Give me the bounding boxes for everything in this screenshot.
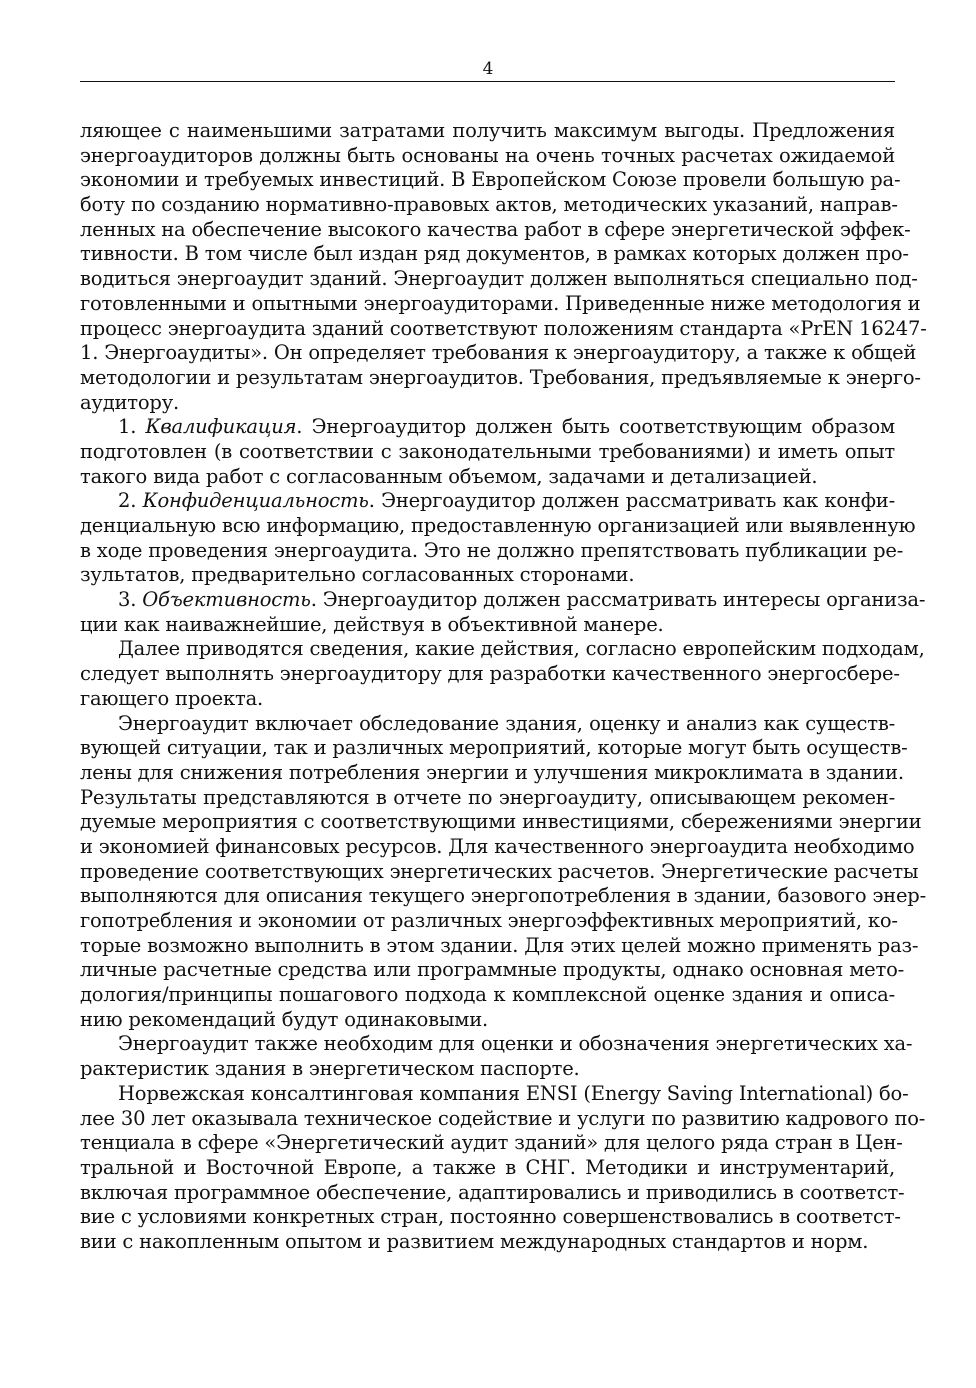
text-line: 1. Энергоаудиты». Он определяет требования к энергоаудитору, а также к общей bbox=[80, 341, 917, 365]
text-line: дология/принципы пошагового подхода к комплексной оценке здания и описа- bbox=[80, 983, 895, 1007]
text-line: тральной и Восточной Европе, а также в СНГ. Методики и инструментарий, bbox=[80, 1155, 895, 1179]
text-line bbox=[80, 489, 895, 514]
paragraph bbox=[80, 1081, 926, 1255]
paragraph bbox=[80, 637, 925, 711]
text-line: ленных на обеспечение высокого качества работ в сфере энергетической эффек- bbox=[80, 217, 911, 241]
line-text: . Энергоаудитор должен рассматривать интересы организа- bbox=[310, 588, 926, 612]
text-line: выполняются для описания текущего энергопотребления в здании, базового энер- bbox=[80, 884, 926, 908]
text-line: тенциала в сфере «Энергетический аудит зданий» для целого ряда стран в Цен- bbox=[80, 1131, 903, 1155]
text-line: следует выполнять энергоаудитору для разработки качественного энергосбере- bbox=[80, 662, 900, 686]
text-line: водиться энергоаудит зданий. Энергоаудит должен выполняться специально под- bbox=[80, 267, 918, 291]
text-line: лее 30 лет оказывала техническое содействие и услуги по развитию кадрового по- bbox=[80, 1106, 926, 1130]
text-line: ляющее с наименьшими затратами получить максимум выгоды. Предложения bbox=[80, 119, 895, 142]
text-line: торые возможно выполнить в этом здании. Для этих целей можно применять раз- bbox=[80, 933, 919, 957]
text-line: процесс энергоаудита зданий соответствуют положениям стандарта «PrEN 16247- bbox=[80, 316, 927, 340]
text-line: подготовлен (в соответствии с законодательными требованиями) и иметь опыт bbox=[80, 439, 895, 463]
list-number: 2. bbox=[118, 489, 143, 513]
paragraph bbox=[80, 1032, 913, 1081]
text-line: боту по созданию нормативно-правовых актов, методических указаний, направ- bbox=[80, 193, 898, 217]
text-line: энергоаудиторов должны быть основаны на очень точных расчетах ожидаемой bbox=[80, 143, 895, 167]
header-rule bbox=[80, 81, 895, 82]
list-number: 3. bbox=[118, 588, 143, 612]
text-line: аудитору. bbox=[80, 390, 179, 414]
text-line: в ходе проведения энергоаудита. Это не должно препятствовать публикации ре- bbox=[80, 538, 904, 562]
text-line: вие с условиями конкретных стран, постоянно совершенствовались в соответст- bbox=[80, 1205, 901, 1229]
text-line: личные расчетные средства или программные продукты, однако основная мето- bbox=[80, 958, 905, 982]
text-line: Энергоаудит также необходим для оценки и обозначения энергетических ха- bbox=[118, 1032, 913, 1056]
text-line: вии с накопленным опытом и развитием международных стандартов и норм. bbox=[80, 1229, 869, 1253]
text-line: экономии и требуемых инвестиций. В Европейском Союзе провели большую ра- bbox=[80, 168, 901, 192]
text-line: гопотребления и экономии от различных энергоэффективных мероприятий, ко- bbox=[80, 909, 898, 932]
text-line: проведение соответствующих энергетических расчетов. Энергетические расчеты bbox=[80, 859, 919, 883]
text-line: дуемые мероприятия с соответствующими инвестициями, сбережениями энергии bbox=[80, 810, 922, 834]
text-line: вующей ситуации, так и различных мероприятий, которые могут быть осуществ- bbox=[80, 736, 908, 760]
paragraph bbox=[80, 119, 927, 415]
page-number: 4 bbox=[482, 59, 494, 79]
text-line: тивности. В том числе был издан ряд документов, в рамках которых должен про- bbox=[80, 242, 909, 266]
line-text: . Энергоаудитор должен быть соответствующим образом bbox=[296, 415, 895, 439]
text-line: включая программное обеспечение, адаптировались и приводились в соответст- bbox=[80, 1180, 905, 1204]
body-text bbox=[80, 119, 927, 1255]
term-italic: Конфиденциальность bbox=[142, 489, 369, 513]
text-line: рактеристик здания в энергетическом паспорте. bbox=[80, 1057, 580, 1081]
paragraph bbox=[80, 489, 916, 588]
text-line: гающего проекта. bbox=[80, 686, 264, 710]
text-line: нию рекомендаций будут одинаковыми. bbox=[80, 1007, 489, 1031]
text-line: готовленными и опытными энергоаудиторами. Приведенные ниже методология и bbox=[80, 291, 921, 315]
text-line: денциальную всю информацию, предоставленную организацией или выявленную bbox=[80, 514, 916, 537]
text-line: Норвежская консалтинговая компания ENSI (Energy Saving International) бо- bbox=[118, 1081, 909, 1105]
list-number: 1. bbox=[118, 415, 146, 439]
term-italic: Объективность bbox=[142, 588, 311, 612]
text-line: ции как наиважнейшие, действуя в объективной манере. bbox=[80, 612, 664, 636]
text-line: Результаты представляются в отчете по энергоаудиту, описывающем рекомен- bbox=[80, 785, 895, 809]
text-line bbox=[80, 588, 926, 613]
paragraph bbox=[80, 415, 895, 489]
text-line: и экономией финансовых ресурсов. Для качественного энергоаудита необходимо bbox=[80, 834, 915, 858]
term-italic: Квалификация bbox=[145, 415, 297, 439]
text-line: лены для снижения потребления энергии и улучшения микроклимата в здании. bbox=[80, 760, 904, 784]
paragraph bbox=[80, 588, 926, 637]
paragraph bbox=[80, 711, 926, 1033]
text-line bbox=[80, 415, 895, 440]
text-line: такого вида работ с согласованным объемом, задачами и детализацией. bbox=[80, 464, 818, 488]
text-line: зультатов, предварительно согласованных сторонами. bbox=[80, 563, 635, 587]
text-line: методологии и результатам энергоаудитов. Требования, предъявляемые к энерго- bbox=[80, 365, 921, 389]
text-line: Энергоаудит включает обследование здания, оценку и анализ как существ- bbox=[118, 711, 895, 735]
text-line: Далее приводятся сведения, какие действия, согласно европейским подходам, bbox=[118, 637, 925, 661]
line-text: . Энергоаудитор должен рассматривать как конфи- bbox=[368, 489, 895, 513]
